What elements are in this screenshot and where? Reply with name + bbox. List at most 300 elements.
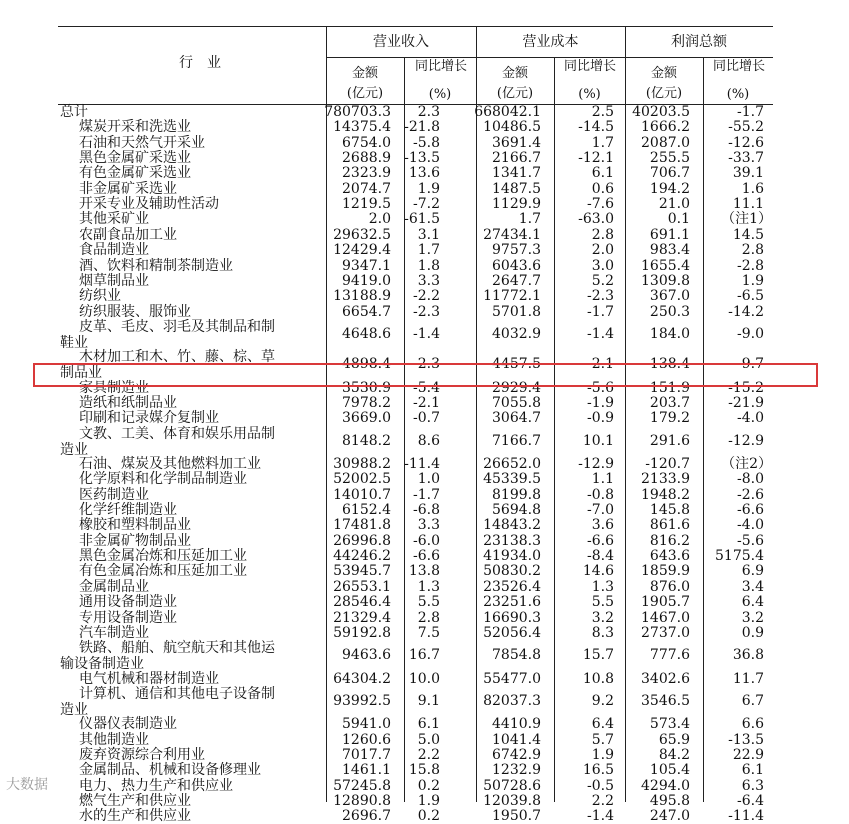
- cell-profit-yoy: 0.9: [741, 624, 764, 641]
- cell-rev: 64304.2: [333, 670, 391, 687]
- cell-rev: 14375.4: [333, 119, 391, 136]
- cell-profit-yoy: -21.9: [728, 394, 764, 411]
- cell-profit: 255.5: [649, 150, 690, 167]
- table-row: [0, 748, 849, 763]
- cell-rev: 21329.4: [333, 609, 391, 626]
- industry-name: 石油、煤炭及其他燃料加工业: [79, 456, 261, 472]
- cell-cost: 5694.8: [492, 502, 541, 519]
- cell-profit-yoy: -2.6: [737, 486, 764, 503]
- cell-rev-yoy: 3.3: [417, 517, 440, 534]
- cell-rev-yoy: 2.8: [417, 609, 440, 626]
- cell-rev-yoy: 13.6: [408, 165, 440, 182]
- revenue-amount-label: 金额: [351, 66, 378, 81]
- group-header-rule: [326, 57, 773, 58]
- cell-cost-yoy: -14.5: [578, 119, 614, 136]
- revenue-unit-label: (亿元): [346, 86, 384, 101]
- cell-rev: 1260.6: [342, 731, 391, 748]
- cell-profit: 4294.0: [641, 777, 690, 794]
- table-row: [0, 318, 849, 342]
- cell-cost-yoy: -1.9: [587, 394, 614, 411]
- cell-cost-yoy: -63.0: [578, 211, 614, 228]
- cell-profit-yoy: 3.4: [741, 578, 764, 595]
- cell-rev-yoy: -7.2: [413, 196, 440, 213]
- cell-cost-yoy: 3.2: [591, 609, 614, 626]
- cell-rev: 44246.2: [333, 548, 391, 565]
- cell-rev: 12890.8: [333, 793, 391, 809]
- cell-cost-yoy: 9.2: [591, 692, 614, 709]
- industry-name: 酒、饮料和精制茶制造业: [79, 257, 233, 274]
- cell-cost: 5701.8: [492, 303, 541, 320]
- cell-profit-yoy: -4.0: [737, 517, 764, 534]
- cell-cost: 55477.0: [483, 670, 541, 687]
- cell-cost: 2166.7: [492, 150, 541, 167]
- cell-cost: 52056.4: [483, 624, 541, 641]
- table-row: [0, 779, 849, 794]
- cell-cost-yoy: -0.9: [587, 410, 614, 427]
- cell-cost: 23138.3: [483, 532, 541, 549]
- cell-cost-yoy: 1.3: [591, 578, 614, 595]
- cell-cost-yoy: -1.7: [587, 303, 614, 320]
- cell-rev: 3669.0: [342, 410, 391, 427]
- industry-name-continued: 造业: [60, 701, 88, 718]
- cell-rev-yoy: 15.8: [408, 762, 440, 779]
- table-row: [0, 580, 849, 595]
- table-row: [0, 182, 849, 197]
- industry-name: 汽车制造业: [79, 624, 149, 641]
- cell-rev-yoy: 7.5: [417, 624, 440, 641]
- cell-cost-yoy: -1.4: [587, 808, 614, 824]
- cell-cost-yoy: 0.6: [591, 180, 614, 197]
- industry-name: 仪器仪表制造业: [79, 716, 177, 733]
- cell-profit-yoy: -13.5: [728, 731, 764, 748]
- cell-cost-yoy: 5.2: [591, 272, 614, 289]
- cell-rev: 2688.9: [342, 150, 391, 167]
- cell-cost-yoy: 2.5: [591, 104, 614, 120]
- cell-cost-yoy: 1.9: [591, 746, 614, 763]
- cell-profit-yoy: 11.1: [732, 196, 764, 213]
- cell-rev-yoy: 2.2: [417, 746, 440, 763]
- cost-amount-label: 金额: [501, 66, 528, 81]
- cell-rev: 9347.1: [342, 257, 391, 274]
- industry-name: 橡胶和塑料制品业: [79, 517, 191, 534]
- cell-cost-yoy: 2.2: [591, 793, 614, 809]
- cell-rev: 14010.7: [333, 486, 391, 503]
- cell-profit-yoy: -33.7: [728, 150, 764, 167]
- industry-name: 化学原料和化学制品制造业: [79, 471, 247, 488]
- cell-rev: 4898.4: [342, 356, 391, 373]
- table-row: [0, 457, 849, 472]
- cell-cost-yoy: -1.4: [587, 325, 614, 342]
- cell-rev-yoy: -1.7: [413, 486, 440, 503]
- cell-cost-yoy: 5.5: [591, 594, 614, 611]
- cell-profit: 84.2: [658, 746, 690, 763]
- cell-cost: 668042.1: [474, 104, 541, 120]
- cell-profit: 777.6: [649, 647, 690, 664]
- cell-profit-yoy: 6.7: [741, 692, 764, 709]
- cell-cost-yoy: 2.8: [591, 226, 614, 243]
- cell-cost-yoy: -8.4: [587, 548, 614, 565]
- cell-cost-yoy: -7.6: [587, 196, 614, 213]
- table-top-rule: [58, 26, 773, 27]
- cell-cost: 41934.0: [483, 548, 541, 565]
- industry-name: 纺织业: [79, 288, 121, 305]
- cell-cost: 50830.2: [483, 563, 541, 580]
- cell-cost-yoy: -6.6: [587, 532, 614, 549]
- cell-cost: 1232.9: [492, 762, 541, 779]
- cell-cost: 14843.2: [483, 517, 541, 534]
- profit-unit-label: (亿元): [645, 86, 683, 101]
- cell-rev: 7978.2: [342, 394, 391, 411]
- table-row: [0, 595, 849, 610]
- cell-profit-yoy: -4.0: [737, 410, 764, 427]
- cell-profit: 816.2: [649, 532, 690, 549]
- table-row: [0, 503, 849, 518]
- profit-yoy-label: 同比增长: [712, 59, 765, 74]
- cell-profit: 145.8: [649, 502, 690, 519]
- cell-profit-yoy: -55.2: [728, 119, 764, 136]
- cell-rev-yoy: 10.0: [408, 670, 440, 687]
- cell-rev: 59192.8: [333, 624, 391, 641]
- industry-name: 家具制造业: [79, 379, 149, 396]
- industry-name: 通用设备制造业: [79, 594, 177, 611]
- cell-cost-yoy: 6.1: [591, 165, 614, 182]
- cell-profit-yoy: 39.1: [732, 165, 764, 182]
- cell-profit: 2737.0: [641, 624, 690, 641]
- cell-rev: 28546.4: [333, 594, 391, 611]
- table-row: [0, 228, 849, 243]
- cell-rev-yoy: 3.1: [417, 226, 440, 243]
- cell-cost-yoy: 10.8: [582, 670, 614, 687]
- industry-name: 专用设备制造业: [79, 609, 177, 626]
- cell-rev-yoy: 1.9: [417, 180, 440, 197]
- industry-name: 木材加工和木、竹、藤、棕、草: [79, 349, 275, 366]
- cell-rev-yoy: -61.5: [404, 211, 440, 228]
- cell-profit: 65.9: [658, 731, 690, 748]
- cell-rev-yoy: 5.0: [417, 731, 440, 748]
- cell-rev-yoy: -2.2: [413, 288, 440, 305]
- industry-name: 农副食品加工业: [79, 226, 177, 243]
- cell-rev-yoy: 0.2: [417, 777, 440, 794]
- cell-cost: 8199.8: [492, 486, 541, 503]
- cell-rev: 1461.1: [342, 762, 391, 779]
- cell-rev-yoy: -2.1: [413, 394, 440, 411]
- industry-name: 电气机械和器材制造业: [79, 670, 219, 687]
- cell-profit-yoy: -12.6: [728, 134, 764, 151]
- cell-rev: 53945.7: [333, 563, 391, 580]
- cell-cost: 50728.6: [483, 777, 541, 794]
- table-row: [0, 396, 849, 411]
- profit-header: 利润总额: [671, 34, 727, 50]
- industry-name: 黑色金属冶炼和压延加工业: [79, 548, 247, 565]
- industry-name: 有色金属矿采选业: [79, 165, 191, 182]
- cell-profit-yoy: -8.0: [737, 471, 764, 488]
- cell-rev-yoy: 3.3: [417, 272, 440, 289]
- industry-name: 黑色金属矿采选业: [79, 150, 191, 167]
- cell-profit: 2133.9: [641, 471, 690, 488]
- table-row: [0, 564, 849, 579]
- cost-yoy-label: 同比增长: [563, 59, 616, 74]
- cell-profit: 706.7: [649, 165, 690, 182]
- cell-profit: 861.6: [649, 517, 690, 534]
- cell-cost: 9757.3: [492, 242, 541, 259]
- industry-name: 其他采矿业: [79, 211, 149, 228]
- cell-rev: 2696.7: [342, 808, 391, 824]
- cell-rev: 30988.2: [333, 456, 391, 472]
- cell-rev: 2074.7: [342, 180, 391, 197]
- table-row: [0, 794, 849, 809]
- profit-pct-label: (%): [726, 87, 750, 102]
- cell-rev-yoy: 8.6: [417, 432, 440, 449]
- cell-profit-yoy: 22.9: [732, 746, 764, 763]
- cell-cost: 2647.7: [492, 272, 541, 289]
- cell-profit: 691.1: [649, 226, 690, 243]
- cell-cost: 12039.8: [483, 793, 541, 809]
- cell-rev-yoy: 16.7: [408, 647, 440, 664]
- cell-cost: 4032.9: [492, 325, 541, 342]
- table-row: [0, 472, 849, 487]
- revenue-yoy-label: 同比增长: [414, 59, 467, 74]
- cell-cost-yoy: 6.4: [591, 716, 614, 733]
- cell-rev: 93992.5: [333, 692, 391, 709]
- industry-name: 非金属矿物制品业: [79, 532, 191, 549]
- cell-cost-yoy: -12.1: [578, 150, 614, 167]
- cell-profit: 1655.4: [641, 257, 690, 274]
- table-row: [0, 212, 849, 227]
- cell-rev: 26996.8: [333, 532, 391, 549]
- cell-rev-yoy: -21.8: [404, 119, 440, 136]
- industry-name: 开采专业及辅助性活动: [79, 196, 219, 213]
- cell-rev: 26553.1: [333, 578, 391, 595]
- cell-cost: 16690.3: [483, 609, 541, 626]
- revenue-pct-label: (%): [428, 87, 452, 102]
- table-row: [0, 611, 849, 626]
- cell-rev: 3530.9: [342, 379, 391, 396]
- cell-cost: 27434.1: [483, 226, 541, 243]
- cell-rev-yoy: 0.2: [417, 808, 440, 824]
- cost-header: 营业成本: [522, 34, 579, 50]
- cell-rev: 9463.6: [342, 647, 391, 664]
- watermark: 大数据: [6, 777, 48, 793]
- table-row: [0, 626, 849, 641]
- cell-cost: 3691.4: [492, 134, 541, 151]
- cell-rev: 6152.4: [342, 502, 391, 519]
- cell-profit-yoy: -5.6: [737, 532, 764, 549]
- cell-cost-yoy: -5.6: [587, 379, 614, 396]
- cell-profit-yoy: -1.7: [737, 104, 764, 120]
- cell-cost: 1341.7: [492, 165, 541, 182]
- cell-profit-yoy: 3.2: [741, 609, 764, 626]
- table-row: [0, 672, 849, 687]
- cell-cost-yoy: -0.5: [587, 777, 614, 794]
- cell-profit-yoy: 5175.4: [715, 548, 764, 565]
- industry-name: 电力、热力生产和供应业: [79, 777, 233, 794]
- cell-profit: 367.0: [649, 288, 690, 305]
- table-row: [0, 197, 849, 212]
- cell-cost: 82037.3: [483, 692, 541, 709]
- cell-profit: 291.6: [649, 432, 690, 449]
- table-row: [0, 425, 849, 449]
- cell-cost-yoy: 8.3: [591, 624, 614, 641]
- cell-rev: 780703.3: [324, 104, 391, 120]
- table-row: [0, 549, 849, 564]
- industry-header: 行 业: [179, 55, 221, 71]
- cell-rev: 7017.7: [342, 746, 391, 763]
- cell-profit: 3402.6: [641, 670, 690, 687]
- cell-profit-yoy: 6.1: [741, 762, 764, 779]
- cost-pct-label: (%): [578, 87, 601, 102]
- cell-rev: 17481.8: [333, 517, 391, 534]
- cell-profit: 1905.7: [641, 594, 690, 611]
- industry-name: 石油和天然气开采业: [79, 134, 205, 151]
- cell-cost: 7854.8: [492, 647, 541, 664]
- cell-rev: 5941.0: [342, 716, 391, 733]
- cell-profit-yoy: 6.6: [741, 716, 764, 733]
- industry-name: 化学纤维制造业: [79, 502, 177, 519]
- cell-cost-yoy: 1.7: [591, 134, 614, 151]
- table-row: [0, 534, 849, 549]
- cell-profit: 876.0: [649, 578, 690, 595]
- revenue-header: 营业收入: [373, 34, 429, 50]
- industry-name: 烟草制品业: [79, 272, 149, 289]
- cell-profit-yoy: -14.2: [728, 303, 764, 320]
- cell-profit: 495.8: [649, 793, 690, 809]
- cell-rev-yoy: 6.1: [417, 716, 440, 733]
- cell-profit: 184.0: [649, 325, 690, 342]
- cell-rev: 29632.5: [333, 226, 391, 243]
- cell-cost: 26652.0: [483, 456, 541, 472]
- cell-rev: 1219.5: [342, 196, 391, 213]
- cell-cost: 1129.9: [492, 196, 541, 213]
- cell-profit: 203.7: [649, 394, 690, 411]
- industry-name: 医药制造业: [79, 486, 149, 503]
- cell-cost-yoy: 3.0: [591, 257, 614, 274]
- cell-cost: 7055.8: [492, 394, 541, 411]
- highlight-box: [33, 363, 818, 387]
- cell-profit: 1948.2: [641, 486, 690, 503]
- cell-profit-yoy: -15.2: [728, 379, 764, 396]
- cell-cost: 1.7: [518, 211, 541, 228]
- table-row: [0, 274, 849, 289]
- industry-name: 造纸和纸制品业: [79, 394, 177, 411]
- industry-name-continued: 鞋业: [60, 334, 88, 351]
- cell-profit-yoy: -11.4: [728, 808, 764, 824]
- cell-rev: 9419.0: [342, 272, 391, 289]
- cell-profit: 2087.0: [641, 134, 690, 151]
- cell-rev-yoy: -5.4: [413, 379, 440, 396]
- cell-cost: 6742.9: [492, 746, 541, 763]
- cell-profit: 1666.2: [641, 119, 690, 136]
- table-row: [0, 763, 849, 778]
- cell-rev: 8148.2: [342, 432, 391, 449]
- cell-rev-yoy: 9.1: [417, 692, 440, 709]
- cell-profit-yoy: -6.6: [737, 502, 764, 519]
- cell-rev-yoy: -13.5: [404, 150, 440, 167]
- industry-name: 文教、工美、体育和娱乐用品制: [79, 425, 275, 442]
- cell-rev-yoy: -2.3: [413, 303, 440, 320]
- table-row: [0, 105, 849, 120]
- cell-cost: 23526.4: [483, 578, 541, 595]
- profit-amount-label: 金额: [650, 66, 677, 81]
- cell-cost-yoy: -2.3: [587, 288, 614, 305]
- industry-name: 皮革、毛皮、羽毛及其制品和制: [79, 318, 275, 335]
- industry-name: 金属制品业: [79, 578, 149, 595]
- cell-rev-yoy: 5.5: [417, 594, 440, 611]
- cell-profit-yoy: -9.7: [737, 356, 764, 373]
- cell-cost: 4410.9: [492, 716, 541, 733]
- table-row: [0, 243, 849, 258]
- cell-profit: 179.2: [649, 410, 690, 427]
- cost-unit-label: (亿元): [496, 86, 534, 101]
- cell-cost-yoy: -0.8: [587, 486, 614, 503]
- cell-rev-yoy: 1.0: [417, 471, 440, 488]
- cell-cost: 45339.5: [483, 471, 541, 488]
- industry-name: 非金属矿采选业: [79, 180, 177, 197]
- cell-profit: 983.4: [649, 242, 690, 259]
- cell-profit: 1859.9: [641, 563, 690, 580]
- cell-cost-yoy: 16.5: [582, 762, 614, 779]
- cell-profit-yoy: 1.6: [741, 180, 764, 197]
- cell-profit: 247.0: [649, 808, 690, 824]
- industry-name-continued: 造业: [60, 441, 88, 458]
- industry-name: 有色金属冶炼和压延加工业: [79, 563, 247, 580]
- table-row: [0, 685, 849, 709]
- cell-profit: 573.4: [649, 716, 690, 733]
- cell-profit-yoy: （注1）: [721, 211, 772, 228]
- cell-rev: 2323.9: [342, 165, 391, 182]
- table-row: [0, 136, 849, 151]
- industry-name: 废弃资源综合利用业: [79, 746, 205, 763]
- cell-cost: 3064.7: [492, 410, 541, 427]
- cell-cost: 1950.7: [492, 808, 541, 824]
- cell-profit: 138.4: [649, 356, 690, 373]
- cell-cost-yoy: 15.7: [582, 647, 614, 664]
- industry-name: 铁路、船舶、航空航天和其他运: [79, 640, 275, 657]
- cell-profit-yoy: -2.8: [737, 257, 764, 274]
- cell-rev: 12429.4: [333, 242, 391, 259]
- cell-profit-yoy: -12.9: [728, 432, 764, 449]
- cell-cost-yoy: 5.7: [591, 731, 614, 748]
- cell-rev-yoy: -11.4: [404, 456, 440, 472]
- cell-profit-yoy: 11.7: [732, 670, 764, 687]
- cell-cost-yoy: 14.6: [582, 563, 614, 580]
- table-row: [0, 120, 849, 135]
- table-row: [0, 733, 849, 748]
- cell-rev-yoy: -6.6: [413, 548, 440, 565]
- cell-rev-yoy: 1.8: [417, 257, 440, 274]
- cell-rev-yoy: 1.7: [417, 242, 440, 259]
- cell-profit-yoy: （注2）: [721, 456, 772, 472]
- cell-cost: 10486.5: [483, 119, 541, 136]
- table-row: [0, 166, 849, 181]
- cell-profit: 3546.5: [641, 692, 690, 709]
- table-row: [0, 809, 849, 824]
- industry-name: 印刷和记录媒介复制业: [79, 410, 219, 427]
- table-row: [0, 488, 849, 503]
- industry-name: 计算机、通信和其他电子设备制: [79, 685, 275, 702]
- cell-rev-yoy: -5.8: [413, 134, 440, 151]
- industry-name: 金属制品、机械和设备修理业: [79, 762, 261, 779]
- cell-profit: 1309.8: [641, 272, 690, 289]
- cell-rev-yoy: -2.3: [413, 356, 440, 373]
- industry-name: 总计: [60, 104, 88, 120]
- cell-rev: 2.0: [368, 211, 391, 228]
- cell-cost-yoy: 3.6: [591, 517, 614, 534]
- cell-profit: -120.7: [645, 456, 690, 472]
- table-row: [0, 518, 849, 533]
- industry-name: 水的生产和供应业: [79, 808, 191, 824]
- cell-cost-yoy: -12.9: [578, 456, 614, 472]
- industry-name: 食品制造业: [79, 242, 149, 259]
